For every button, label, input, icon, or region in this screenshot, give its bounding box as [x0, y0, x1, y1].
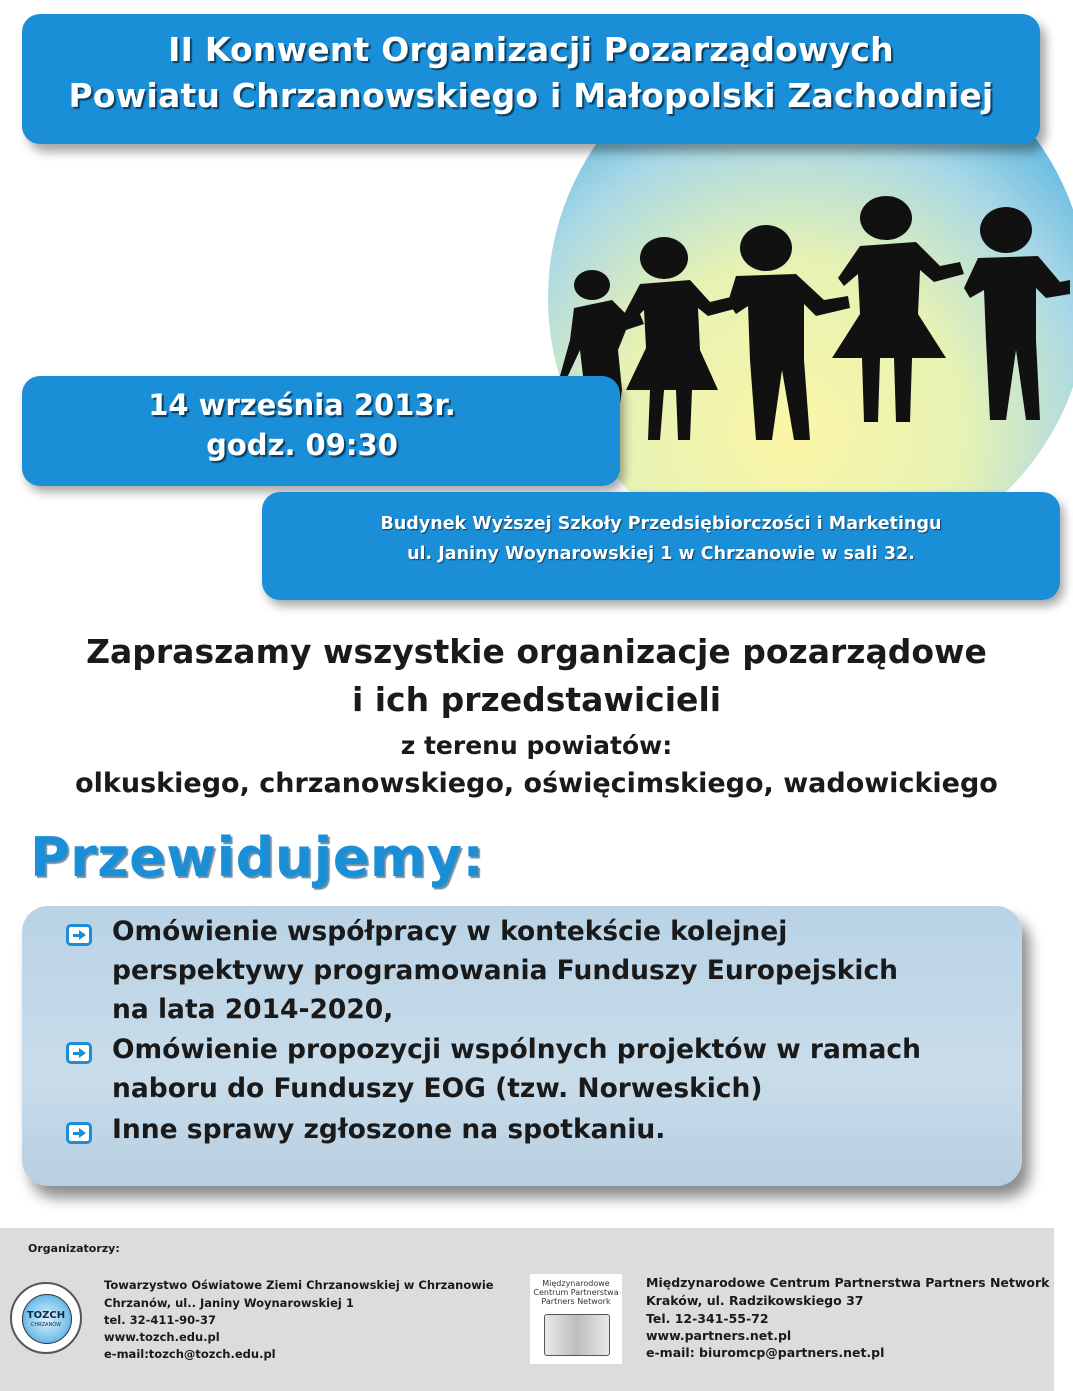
invitation-line-2: i ich przedstawicieli [351, 680, 722, 719]
agenda-title: Przewidujemy: [30, 826, 485, 889]
org1-website[interactable]: www.tozch.edu.pl [104, 1330, 220, 1344]
people-silhouettes [560, 190, 1070, 450]
agenda-item-3: Inne sprawy zgłoszone na spotkaniu. [112, 1114, 666, 1145]
organizers-footer [0, 1228, 1054, 1391]
tozch-logo-subtext: CHRZANÓW [30, 1322, 62, 1328]
header-banner [22, 14, 1040, 144]
date-banner [22, 376, 620, 486]
org2-email[interactable]: e-mail: biuromcp@partners.net.pl [646, 1345, 885, 1360]
globe-icon [544, 1314, 610, 1356]
partners-network-logo [530, 1274, 622, 1364]
tozch-logo-text: TOZCH [26, 1310, 66, 1321]
venue-banner [262, 492, 1060, 600]
event-time: godz. 09:30 [206, 428, 398, 462]
event-title-line-2: Powiatu Chrzanowskiego i Małopolski Zachodniej [68, 76, 994, 115]
org1-name: Towarzystwo Oświatowe Ziemi Chrzanowskiej w Chrzanowie [104, 1278, 494, 1292]
arrow-right-icon [66, 924, 92, 946]
org1-address: Chrzanów, ul.. Janiny Woynarowskiej 1 [104, 1296, 354, 1310]
agenda-item-1-line-1: Omówienie współpracy w kontekście kolejnej [112, 916, 788, 947]
invitation-line-3: z terenu powiatów: [400, 731, 673, 760]
arrow-right-icon [66, 1042, 92, 1064]
agenda-item-1-line-3: na lata 2014-2020, [112, 994, 394, 1025]
event-date: 14 września 2013r. [148, 388, 456, 422]
organizers-label: Organizatorzy: [28, 1242, 120, 1255]
invitation-line-4: olkuskiego, chrzanowskiego, oświęcimskiego, wadowickiego [75, 768, 998, 799]
org2-address: Kraków, ul. Radzikowskiego 37 [646, 1293, 864, 1308]
org1-phone: tel. 32-411-90-37 [104, 1313, 216, 1327]
venue-line-1: Budynek Wyższej Szkoły Przedsiębiorczości i Marketingu [380, 514, 942, 534]
org2-website[interactable]: www.partners.net.pl [646, 1328, 792, 1343]
pn-logo-line-1: Międzynarodowe [542, 1279, 610, 1288]
tozch-logo [10, 1282, 82, 1354]
event-title-line-1: II Konwent Organizacji Pozarządowych [168, 30, 894, 69]
org2-name: Międzynarodowe Centrum Partnerstwa Partners Network [646, 1275, 1050, 1290]
venue-line-2: ul. Janiny Woynarowskiej 1 w Chrzanowie w sali 32. [407, 544, 915, 564]
org1-email[interactable]: e-mail:tozch@tozch.edu.pl [104, 1347, 276, 1361]
agenda-item-2-line-2: naboru do Funduszy EOG (tzw. Norweskich) [112, 1073, 763, 1104]
agenda-box [22, 906, 1022, 1186]
agenda-item-1-line-2: perspektywy programowania Funduszy Europejskich [112, 955, 899, 986]
org2-phone: Tel. 12-341-55-72 [646, 1311, 769, 1326]
agenda-item-2-line-1: Omówienie propozycji wspólnych projektów w ramach [112, 1034, 921, 1065]
arrow-right-icon [66, 1122, 92, 1144]
pn-logo-line-2: Centrum Partnerstwa [533, 1288, 619, 1297]
invitation-line-1: Zapraszamy wszystkie organizacje pozarządowe [86, 632, 987, 671]
pn-logo-line-3: Partners Network [541, 1297, 611, 1306]
